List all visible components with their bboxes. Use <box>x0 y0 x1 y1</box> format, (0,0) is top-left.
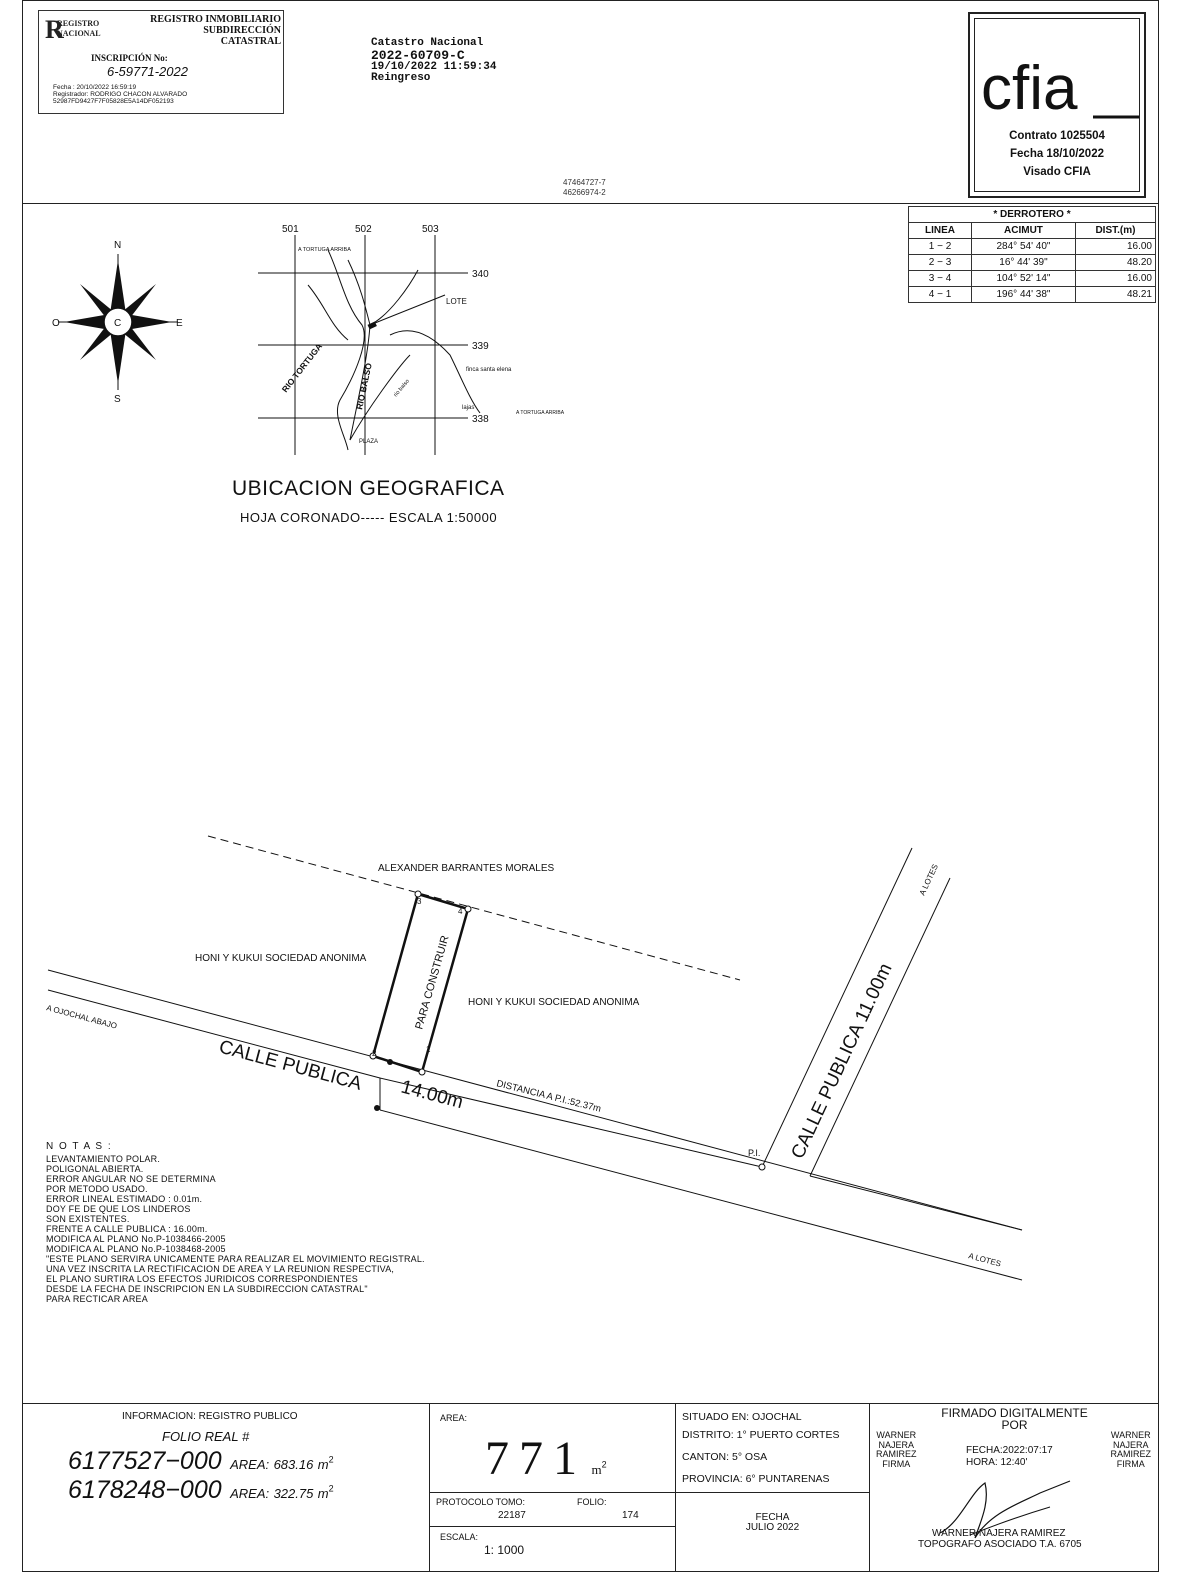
sig-right-line: RAMIREZ <box>1110 1449 1151 1459</box>
vertex-2: 2 <box>372 1049 377 1058</box>
compass-n: N <box>114 240 122 251</box>
escala-label: ESCALA: <box>440 1532 479 1542</box>
folio-row: 6177527−000 AREA: 683.16 $m^2$ <box>68 1447 334 1475</box>
registry-stamp <box>38 10 284 114</box>
vertex-3: 3 <box>417 897 422 906</box>
sig-left-line: WARNER <box>876 1430 917 1440</box>
map-row-338: 338 <box>472 414 489 425</box>
fecha-cell <box>676 1493 870 1572</box>
frontage-label: 14.00m <box>398 1076 466 1114</box>
inscripcion-number: 6-59771-2022 <box>107 64 188 79</box>
folio-label: FOLIO: <box>577 1497 607 1507</box>
note-line: LEVANTAMIENTO POLAR. <box>46 1154 161 1164</box>
topografo-name: WARNER NAJERA RAMIREZ <box>932 1528 1066 1539</box>
folio-real-label: FOLIO REAL # <box>162 1429 250 1444</box>
area-unit: m <box>591 1462 602 1477</box>
map-tortuga-arriba-top: A TORTUGA ARRIBA <box>298 247 351 253</box>
derrotero-header-linea: LINEA <box>909 223 972 239</box>
map-rio-tortuga: RIO TORTUGA <box>279 341 325 395</box>
protocolo-value: 22187 <box>498 1510 526 1521</box>
note-line: POR METODO USADO. <box>46 1184 148 1194</box>
compass-e: E <box>176 318 183 329</box>
neighbor-right: HONI Y KUKUI SOCIEDAD ANONIMA <box>468 997 640 1008</box>
firmado-line1: FIRMADO DIGITALMENTE <box>941 1406 1088 1420</box>
sig-fecha: FECHA:2022:07:17 <box>966 1445 1053 1456</box>
ref-number-1: 47464727-7 <box>563 178 606 187</box>
neighbor-top: ALEXANDER BARRANTES MORALES <box>378 863 555 874</box>
a-lotes-bottom: A LOTES <box>967 1251 1003 1269</box>
stamp-title-3: CATASTRAL <box>220 36 281 47</box>
escala-cell <box>430 1527 676 1572</box>
situado: SITUADO EN: OJOCHAL <box>682 1411 802 1423</box>
svg-text:REGISTRO: REGISTRO <box>57 19 100 28</box>
sig-left-line: FIRMA <box>882 1458 911 1469</box>
note-line: POLIGONAL ABIERTA. <box>46 1164 144 1174</box>
map-plaza: PLAZA <box>359 439 379 445</box>
canton: CANTON: 5° OSA <box>682 1451 768 1463</box>
map-col-501: 501 <box>282 224 299 235</box>
topografo-title: TOPOGRAFO ASOCIADO T.A. 6705 <box>918 1539 1082 1550</box>
a-ojochal-label: A OJOCHAL ABAJO <box>45 1003 118 1031</box>
pi-label: P.I. <box>748 1148 761 1158</box>
svg-text:cfia: cfia <box>981 54 1078 123</box>
folio-row: 6178248−000 AREA: 322.75 $m^2$ <box>68 1476 334 1504</box>
map-rio-balso-small: rio balso <box>392 378 411 399</box>
folio-value: 174 <box>622 1510 639 1521</box>
sig-right-line: FIRMA <box>1116 1458 1145 1469</box>
stamp-hash: 52987FD9427F7F05828E5A14DF052193 <box>53 98 174 105</box>
info-registro-cell <box>22 1403 430 1572</box>
lot-label: PARA CONSTRUIR <box>413 934 452 1031</box>
derrotero-table <box>908 206 1156 303</box>
sig-hora: HORA: 12:40' <box>966 1457 1028 1468</box>
map-lote: LOTE <box>446 297 467 306</box>
header-divider <box>22 203 1159 204</box>
ref-number-2: 46266974-2 <box>563 188 606 197</box>
registry-logo <box>43 14 101 44</box>
compass-rose-icon <box>50 232 200 412</box>
situado-cell <box>676 1403 870 1493</box>
notes-block <box>46 1142 425 1304</box>
note-line: ERROR ANGULAR NO SE DETERMINA <box>46 1174 216 1184</box>
cfia-visado: Visado CFIA <box>1023 166 1091 178</box>
note-line: DOY FE DE QUE LOS LINDEROS <box>46 1204 191 1214</box>
sig-right-line: NAJERA <box>1112 1439 1149 1450</box>
note-line: PARA RECTICAR AREA <box>46 1294 148 1304</box>
derrotero-row: 3 − 4 104° 52' 14" 16.00 <box>909 271 1156 287</box>
note-line: ERROR LINEAL ESTIMADO : 0.01m. <box>46 1194 203 1204</box>
map-col-503: 503 <box>422 224 439 235</box>
compass-center: C <box>114 318 122 329</box>
map-lajas: lajas <box>462 405 475 411</box>
catastro-line1: Catastro Nacional <box>371 37 484 49</box>
map-row-339: 339 <box>472 341 489 352</box>
derrotero-row: 1 − 2 284° 54' 40" 16.00 <box>909 239 1156 255</box>
calle-publica-main: CALLE PUBLICA <box>216 1036 364 1095</box>
cfia-fecha: Fecha 18/10/2022 <box>1010 148 1104 160</box>
firmado-line2: POR <box>1001 1418 1028 1432</box>
fecha-value: JULIO 2022 <box>745 1522 800 1533</box>
note-line: DESDE LA FECHA DE INSCRIPCION EN LA SUBDIRECCION CATASTRAL" <box>46 1284 368 1294</box>
info-title: INFORMACION: REGISTRO PUBLICO <box>122 1411 298 1422</box>
cfia-stamp <box>968 12 1146 198</box>
svg-text:NACIONAL: NACIONAL <box>57 29 101 38</box>
derrotero-row: 4 − 1 196° 44' 38" 48.21 <box>909 287 1156 303</box>
map-finca: finca santa elena <box>466 367 512 373</box>
cfia-logo-icon <box>975 41 1143 121</box>
protocolo-label: PROTOCOLO TOMO: <box>436 1497 526 1507</box>
note-line: FRENTE A CALLE PUBLICA : 16.00m. <box>46 1224 208 1234</box>
area-cell <box>430 1403 676 1493</box>
svg-text:R: R <box>45 15 64 44</box>
neighbor-left: HONI Y KUKUI SOCIEDAD ANONIMA <box>195 953 367 964</box>
derrotero-header-dist: DIST.(m) <box>1075 223 1155 239</box>
note-line: MODIFICA AL PLANO No.P-1038468-2005 <box>46 1244 226 1254</box>
rn-logo-icon <box>43 14 101 44</box>
provincia: PROVINCIA: 6° PUNTARENAS <box>682 1473 830 1485</box>
derrotero-row: 2 − 3 16° 44' 39" 48.20 <box>909 255 1156 271</box>
area-value: 771 <box>485 1432 587 1485</box>
map-rio-balso: RIO BALSO <box>354 362 374 411</box>
firma-cell <box>870 1403 1159 1572</box>
note-line: UNA VEZ INSCRITA LA RECTIFICACION DE AREA Y LA REUNION RESPECTIVA, <box>46 1264 395 1274</box>
area-value-group <box>485 1431 607 1486</box>
catastro-date: 19/10/2022 11:59:34 <box>371 61 497 73</box>
sig-right-line: WARNER <box>1110 1430 1151 1440</box>
stamp-fecha: Fecha : 20/10/2022 16:59:19 <box>53 84 137 91</box>
derrotero-header-acimut: ACIMUT <box>972 223 1076 239</box>
compass-s: S <box>114 394 121 405</box>
catastro-status: Reingreso <box>371 72 431 84</box>
sig-left-line: NAJERA <box>878 1439 914 1450</box>
distrito: DISTRITO: 1° PUERTO CORTES <box>682 1429 840 1441</box>
sig-left-line: RAMIREZ <box>876 1449 917 1459</box>
a-lotes-top: A LOTES <box>917 862 940 897</box>
cfia-contrato: Contrato 1025504 <box>1009 130 1105 142</box>
note-line: EL PLANO SURTIRA LOS EFECTOS JURIDICOS CORRESPONDIENTES <box>46 1274 358 1284</box>
vertex-1: 1 <box>426 1045 431 1054</box>
fecha-label: FECHA <box>755 1512 790 1523</box>
inscripcion-label: INSCRIPCIÓN No: <box>91 53 168 63</box>
area-exp: 2 <box>601 1459 607 1470</box>
map-col-502: 502 <box>355 224 372 235</box>
area-label: AREA: <box>440 1413 468 1423</box>
location-map <box>250 215 570 460</box>
vertex-4: 4 <box>458 907 463 916</box>
stamp-registrador: Registrador: RODRIGO CHACON ALVARADO <box>53 91 188 98</box>
stamp-title-1: REGISTRO INMOBILIARIO <box>150 14 281 25</box>
escala-value: 1: 1000 <box>484 1543 525 1557</box>
calle-publica-side: CALLE PUBLICA 11.00m <box>787 960 897 1163</box>
catastro-number: 2022-60709-C <box>371 48 465 63</box>
map-tortuga-arriba-right: A TORTUGA ARRIBA <box>516 410 565 416</box>
distancia-label: DISTANCIA A P.I.:52.37m <box>495 1078 603 1115</box>
protocolo-cell <box>430 1493 676 1527</box>
compass-o: O <box>52 318 60 329</box>
note-line: SON EXISTENTES. <box>46 1214 130 1224</box>
note-line: "ESTE PLANO SERVIRA UNICAMENTE PARA REALIZAR EL MOVIMIENTO REGISTRAL. <box>46 1254 425 1264</box>
notes-title: N O T A S : <box>46 1141 113 1152</box>
map-title: UBICACION GEOGRAFICA <box>232 477 505 500</box>
map-row-340: 340 <box>472 269 489 280</box>
derrotero-title: * DERROTERO * <box>909 207 1156 223</box>
map-subtitle: HOJA CORONADO----- ESCALA 1:50000 <box>240 510 498 525</box>
note-line: MODIFICA AL PLANO No.P-1038466-2005 <box>46 1234 226 1244</box>
stamp-title-2: SUBDIRECCIÓN <box>203 25 281 36</box>
